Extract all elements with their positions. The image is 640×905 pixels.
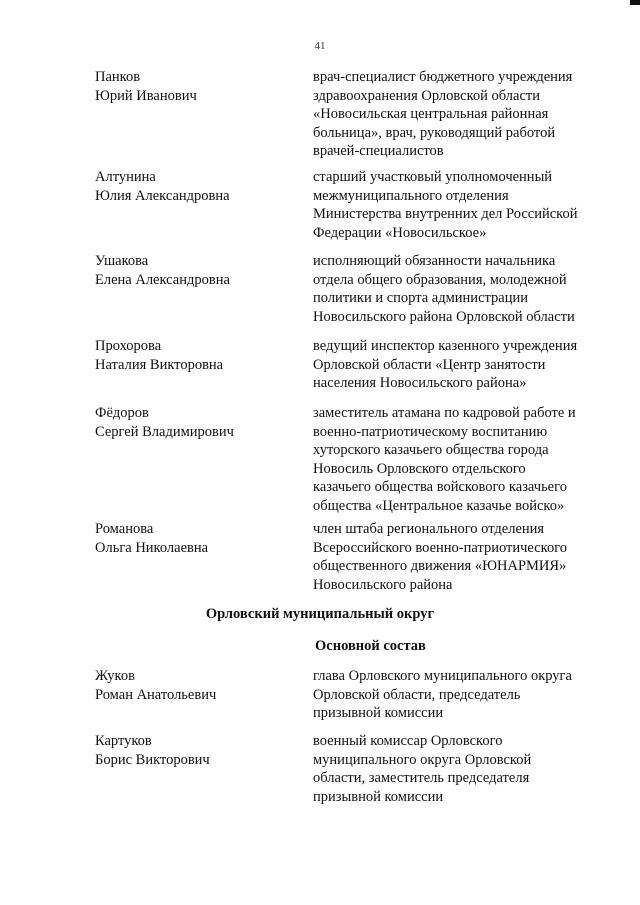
member-surname: Ушакова [95, 253, 149, 269]
member-surname: Фёдоров [95, 405, 149, 421]
member-given-name: Борис Викторович [95, 751, 210, 768]
member-given-name: Роман Анатольевич [95, 686, 217, 703]
member-role: ведущий инспектор казенного учреждения Орловской области «Центр занятости населения Новосильского района» [313, 338, 578, 391]
member-role: глава Орловского муниципального округа Орловской области, председатель призывной комиссии [313, 668, 572, 721]
member-name [95, 168, 295, 205]
member-name [95, 732, 295, 769]
member-role: исполняющий обязанности начальника отдела общего образования, молодежной политики и спорта администрации Новосильского района Орловской области [313, 253, 575, 325]
section-title: Орловский муниципальный округ [205, 606, 435, 622]
member-name [95, 667, 295, 704]
member-surname: Картуков [95, 733, 152, 749]
member-surname: Панков [95, 69, 141, 85]
member-surname: Прохорова [95, 338, 162, 354]
member-given-name: Сергей Владимирович [95, 423, 234, 440]
member-role: заместитель атамана по кадровой работе и военно-патриотическому воспитанию хуторского казачьего общества города Новосиль Орловского отдельского казачьего общества войскового казачьего общества «Центральное казачье войско» [313, 405, 576, 514]
member-role: военный комиссар Орловского муниципального округа Орловской области, заместитель председателя призывной комиссии [313, 733, 532, 805]
member-given-name: Юрий Иванович [95, 87, 197, 104]
member-role: врач-специалист бюджетного учреждения здравоохранения Орловской области «Новосильская центральная районная больница», врач, руководящий работой врачей-специалистов [313, 69, 573, 159]
member-role: старший участковый уполномоченный межмуниципального отделения Министерства внутренних дел Российской Федерации «Новосильское» [313, 169, 578, 241]
member-surname: Романова [95, 521, 154, 537]
member-name [95, 68, 295, 105]
member-surname: Алтунина [95, 169, 156, 185]
member-surname: Жуков [95, 668, 135, 684]
member-given-name: Елена Александровна [95, 271, 230, 288]
member-role: член штаба регионального отделения Всероссийского военно-патриотического общественного движения «ЮНАРМИЯ» Новосильского района [313, 521, 568, 593]
member-name [95, 252, 295, 289]
member-given-name: Наталия Викторовна [95, 356, 224, 373]
member-name [95, 520, 295, 557]
member-name [95, 404, 295, 441]
member-given-name: Ольга Николаевна [95, 539, 209, 556]
page-number: 41 [314, 40, 326, 52]
scan-corner-mark [630, 0, 640, 5]
subsection-title: Основной состав [315, 638, 426, 654]
member-given-name: Юлия Александровна [95, 187, 230, 204]
member-name [95, 337, 295, 374]
